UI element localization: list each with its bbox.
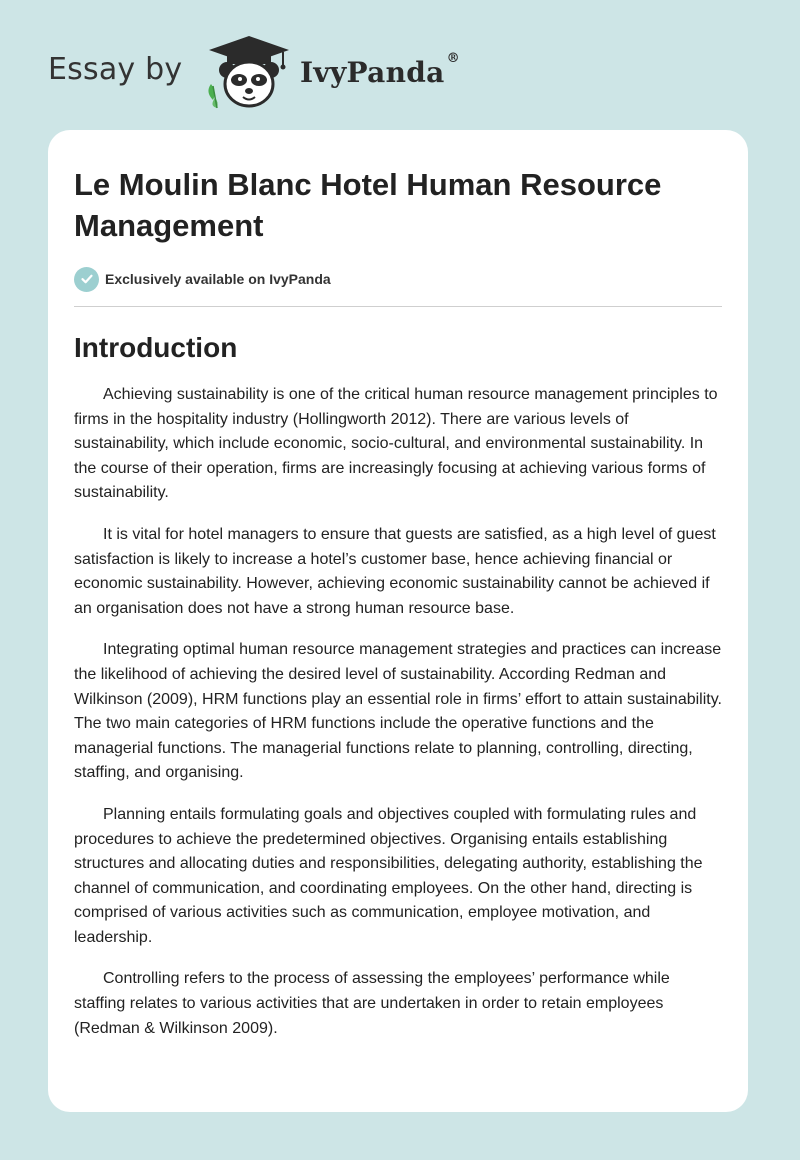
- paragraph: Planning entails formulating goals and objectives coupled with formulating rules and procedures to achieve the predetermined objectives. Organising entails establishing structures and allocating duties and responsibilities, delegating authority, establishing the channel of communication, and coordinating employees. On the other hand, directing is comprised of various activities such as communication, employee motivation, and leadership.: [74, 805, 703, 946]
- divider: [74, 306, 722, 307]
- site-header: [0, 0, 800, 120]
- essay-card: [48, 130, 748, 1112]
- badge-label: Exclusively available on IvyPanda: [105, 271, 331, 287]
- essay-body: [74, 383, 724, 1041]
- exclusive-badge: [74, 266, 722, 292]
- trademark-symbol: ®: [446, 50, 460, 66]
- panda-logo-icon[interactable]: [203, 34, 295, 110]
- brand-name[interactable]: IvyPanda ®: [300, 50, 460, 89]
- check-icon: [74, 267, 99, 292]
- paragraph: Controlling refers to the process of assessing the employees’ performance while staffing relates to various activities that are undertaken in order to retain employees (Redman & Wilkinson 2009).: [74, 970, 670, 1037]
- paragraph: Achieving sustainability is one of the critical human resource management principles to firms in the hospitality industry (Hollingworth 2012). There are various levels of sustainability, which include economic, socio-cultural, and environmental sustainability. In the course of their operation, firms are increasingly focusing at achieving various forms of sustainability.: [74, 386, 718, 502]
- paragraph: Integrating optimal human resource management strategies and practices can increase the likelihood of achieving the desired level of sustainability. According Redman and Wilkinson (2009), HRM functions play an essential role in firms’ effort to attain sustainability. The two main categories of HRM functions include the operative functions and the managerial functions. The managerial functions relate to planning, controlling, directing, staffing, and organising.: [74, 641, 722, 782]
- paragraph: It is vital for hotel managers to ensure that guests are satisfied, as a high level of guest satisfaction is likely to increase a hotel’s customer base, hence achieving financial or economic sustainability. However, achieving economic sustainability cannot be achieved if an organisation does not have a strong human resource base.: [74, 525, 716, 617]
- essay-by-label: Essay by: [48, 52, 183, 87]
- section-heading: Introduction: [74, 332, 238, 363]
- page-title: Le Moulin Blanc Hotel Human Resource Management: [74, 167, 662, 243]
